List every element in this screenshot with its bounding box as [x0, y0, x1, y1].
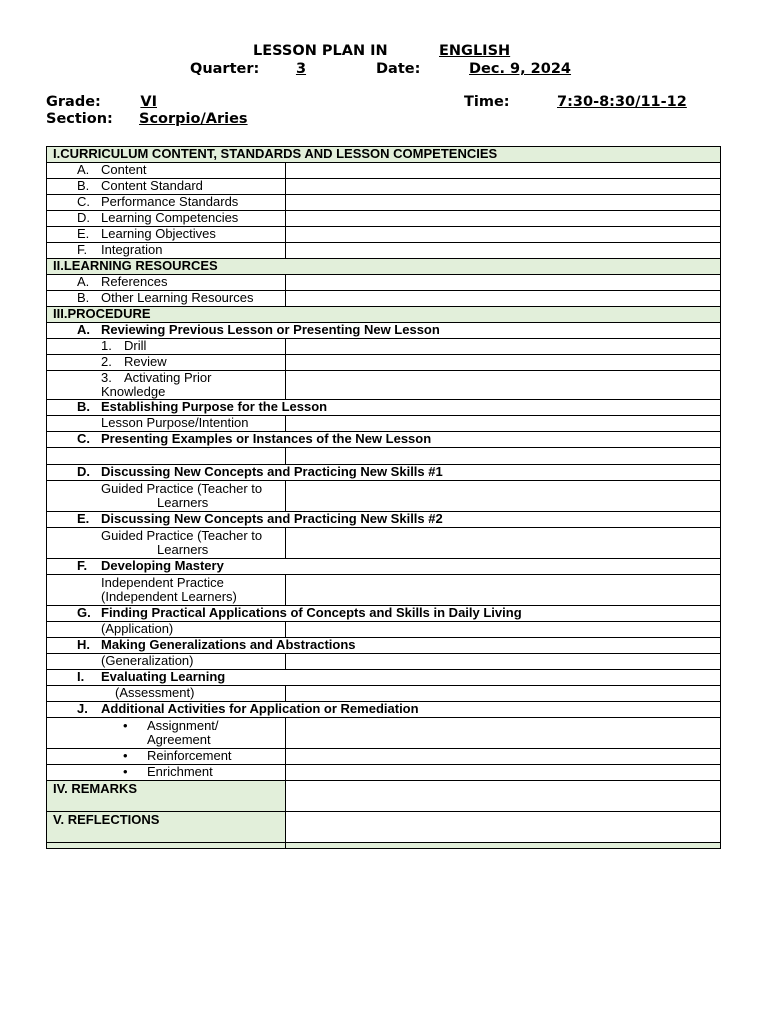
generalization-cell[interactable]: [286, 654, 721, 670]
row-label: A. References: [47, 275, 286, 291]
table-row: [47, 718, 721, 749]
grade-label: Grade:: [46, 94, 101, 110]
bullet-icon: •: [123, 718, 128, 733]
time-label: Time:: [464, 94, 510, 110]
row-label: [47, 528, 286, 559]
reflections-row: [47, 812, 721, 843]
footer-band-right: [286, 843, 721, 849]
table-row: [47, 371, 721, 400]
guided-practice-label: Guided Practice (Teacher to: [101, 481, 263, 496]
step-heading: F. Developing Mastery: [47, 559, 721, 575]
step-heading: C. Presenting Examples or Instances of the New Lesson: [47, 432, 721, 448]
bullet-item: • Assignment/: [123, 718, 219, 733]
content-cell[interactable]: [286, 163, 721, 179]
integration-cell[interactable]: [286, 243, 721, 259]
table-row: [47, 227, 721, 243]
bullet-icon: •: [123, 748, 128, 763]
procedure-step-f: [47, 559, 721, 575]
guided-practice-label-cont: Learners: [157, 495, 209, 510]
table-row: [47, 355, 721, 371]
step-heading: G. Finding Practical Applications of Concepts and Skills in Daily Living: [47, 606, 721, 622]
row-label: E. Learning Objectives: [47, 227, 286, 243]
enrichment-cell[interactable]: [286, 765, 721, 781]
section-title: III.PROCEDURE: [47, 307, 721, 323]
footer-band-left: [47, 843, 286, 849]
title-prefix: LESSON PLAN IN: [253, 43, 388, 59]
table-row: [47, 339, 721, 355]
reflections-cell[interactable]: [286, 812, 721, 843]
table-row: [47, 275, 721, 291]
table-row: [47, 622, 721, 638]
date-label: Date:: [376, 61, 421, 77]
section-title: II.LEARNING RESOURCES: [47, 259, 721, 275]
procedure-step-e: [47, 512, 721, 528]
row-label: 2. Review: [47, 355, 286, 371]
row-label: B. Other Learning Resources: [47, 291, 286, 307]
section-procedure-header: [47, 307, 721, 323]
assignment-cell[interactable]: [286, 718, 721, 749]
table-row: [47, 195, 721, 211]
row-label: 3. Activating Prior Knowledge: [47, 371, 286, 400]
guided-practice-1-cell[interactable]: [286, 481, 721, 512]
section-value: Scorpio/Aries: [139, 111, 248, 127]
table-row: [47, 654, 721, 670]
row-label: (Application): [47, 622, 286, 638]
subject-value: ENGLISH: [439, 43, 511, 59]
bullet-item-cont: Agreement: [147, 732, 211, 747]
table-row: [47, 765, 721, 781]
table-row: [47, 448, 721, 465]
row-label: D. Learning Competencies: [47, 211, 286, 227]
procedure-step-h: [47, 638, 721, 654]
section-title: I.CURRICULUM CONTENT, STANDARDS AND LESSON COMPETENCIES: [47, 147, 721, 163]
row-label: A. Content: [47, 163, 286, 179]
procedure-step-g: [47, 606, 721, 622]
review-cell[interactable]: [286, 355, 721, 371]
grade-value: VI: [140, 94, 157, 110]
independent-practice-label: Independent Practice: [101, 575, 224, 590]
table-row: [47, 575, 721, 606]
section-label: Section:: [46, 111, 113, 127]
reinforcement-cell[interactable]: [286, 749, 721, 765]
table-row: [47, 179, 721, 195]
table-row: [47, 686, 721, 702]
row-label: F. Integration: [47, 243, 286, 259]
row-label: [47, 718, 286, 749]
row-label: 1. Drill: [47, 339, 286, 355]
step-heading: B. Establishing Purpose for the Lesson: [47, 400, 721, 416]
procedure-step-a: [47, 323, 721, 339]
procedure-step-b: [47, 400, 721, 416]
guided-practice-label-cont: Learners: [157, 542, 209, 557]
references-cell[interactable]: [286, 275, 721, 291]
step-heading: H. Making Generalizations and Abstractions: [47, 638, 721, 654]
remarks-row: [47, 781, 721, 812]
row-label: (Generalization): [47, 654, 286, 670]
independent-practice-cell[interactable]: [286, 575, 721, 606]
bullet-icon: •: [123, 764, 128, 779]
procedure-step-j: [47, 702, 721, 718]
row-label: [47, 575, 286, 606]
guided-practice-2-cell[interactable]: [286, 528, 721, 559]
quarter-value: 3: [295, 61, 307, 77]
lesson-purpose-cell[interactable]: [286, 416, 721, 432]
row-label: B. Content Standard: [47, 179, 286, 195]
time-value: 7:30-8:30/11-12: [557, 94, 687, 110]
lesson-plan-title: [253, 43, 388, 59]
step-heading: E. Discussing New Concepts and Practicing New Skills #2: [47, 512, 721, 528]
row-label: [47, 481, 286, 512]
procedure-step-i: [47, 670, 721, 686]
table-row: [47, 291, 721, 307]
assessment-cell[interactable]: [286, 686, 721, 702]
application-cell[interactable]: [286, 622, 721, 638]
learning-competencies-cell[interactable]: [286, 211, 721, 227]
step-heading: D. Discussing New Concepts and Practicing New Skills #1: [47, 465, 721, 481]
prior-knowledge-cell[interactable]: [286, 371, 721, 400]
learning-objectives-cell[interactable]: [286, 227, 721, 243]
quarter-label: Quarter:: [190, 61, 260, 77]
remarks-cell[interactable]: [286, 781, 721, 812]
row-label: Lesson Purpose/Intention: [47, 416, 286, 432]
table-row: [47, 749, 721, 765]
table-row: [47, 211, 721, 227]
row-label: • Enrichment: [47, 765, 286, 781]
row-label: C. Performance Standards: [47, 195, 286, 211]
table-row: [47, 528, 721, 559]
row-label: • Reinforcement: [47, 749, 286, 765]
date-value: Dec. 9, 2024: [469, 61, 572, 77]
procedure-step-d: [47, 465, 721, 481]
section-resources-header: [47, 259, 721, 275]
procedure-step-c: [47, 432, 721, 448]
lesson-plan-table: [46, 146, 721, 849]
table-row: [47, 481, 721, 512]
table-row: [47, 416, 721, 432]
row-label: (Assessment): [47, 686, 286, 702]
section-title: V. REFLECTIONS: [47, 812, 286, 843]
content-standard-cell[interactable]: [286, 179, 721, 195]
independent-practice-label-cont: (Independent Learners): [101, 589, 237, 604]
guided-practice-label: Guided Practice (Teacher to: [101, 528, 263, 543]
section-title: IV. REMARKS: [47, 781, 286, 812]
step-heading: J. Additional Activities for Application or Remediation: [47, 702, 721, 718]
section-curriculum-header: [47, 147, 721, 163]
step-heading: I. Evaluating Learning: [47, 670, 721, 686]
drill-cell[interactable]: [286, 339, 721, 355]
step-heading: A. Reviewing Previous Lesson or Presenting New Lesson: [47, 323, 721, 339]
table-row: [47, 243, 721, 259]
table-row: [47, 163, 721, 179]
other-resources-cell[interactable]: [286, 291, 721, 307]
examples-cell[interactable]: [286, 448, 721, 465]
row-label: [47, 448, 286, 465]
table-footer-band: [47, 843, 721, 849]
performance-standards-cell[interactable]: [286, 195, 721, 211]
